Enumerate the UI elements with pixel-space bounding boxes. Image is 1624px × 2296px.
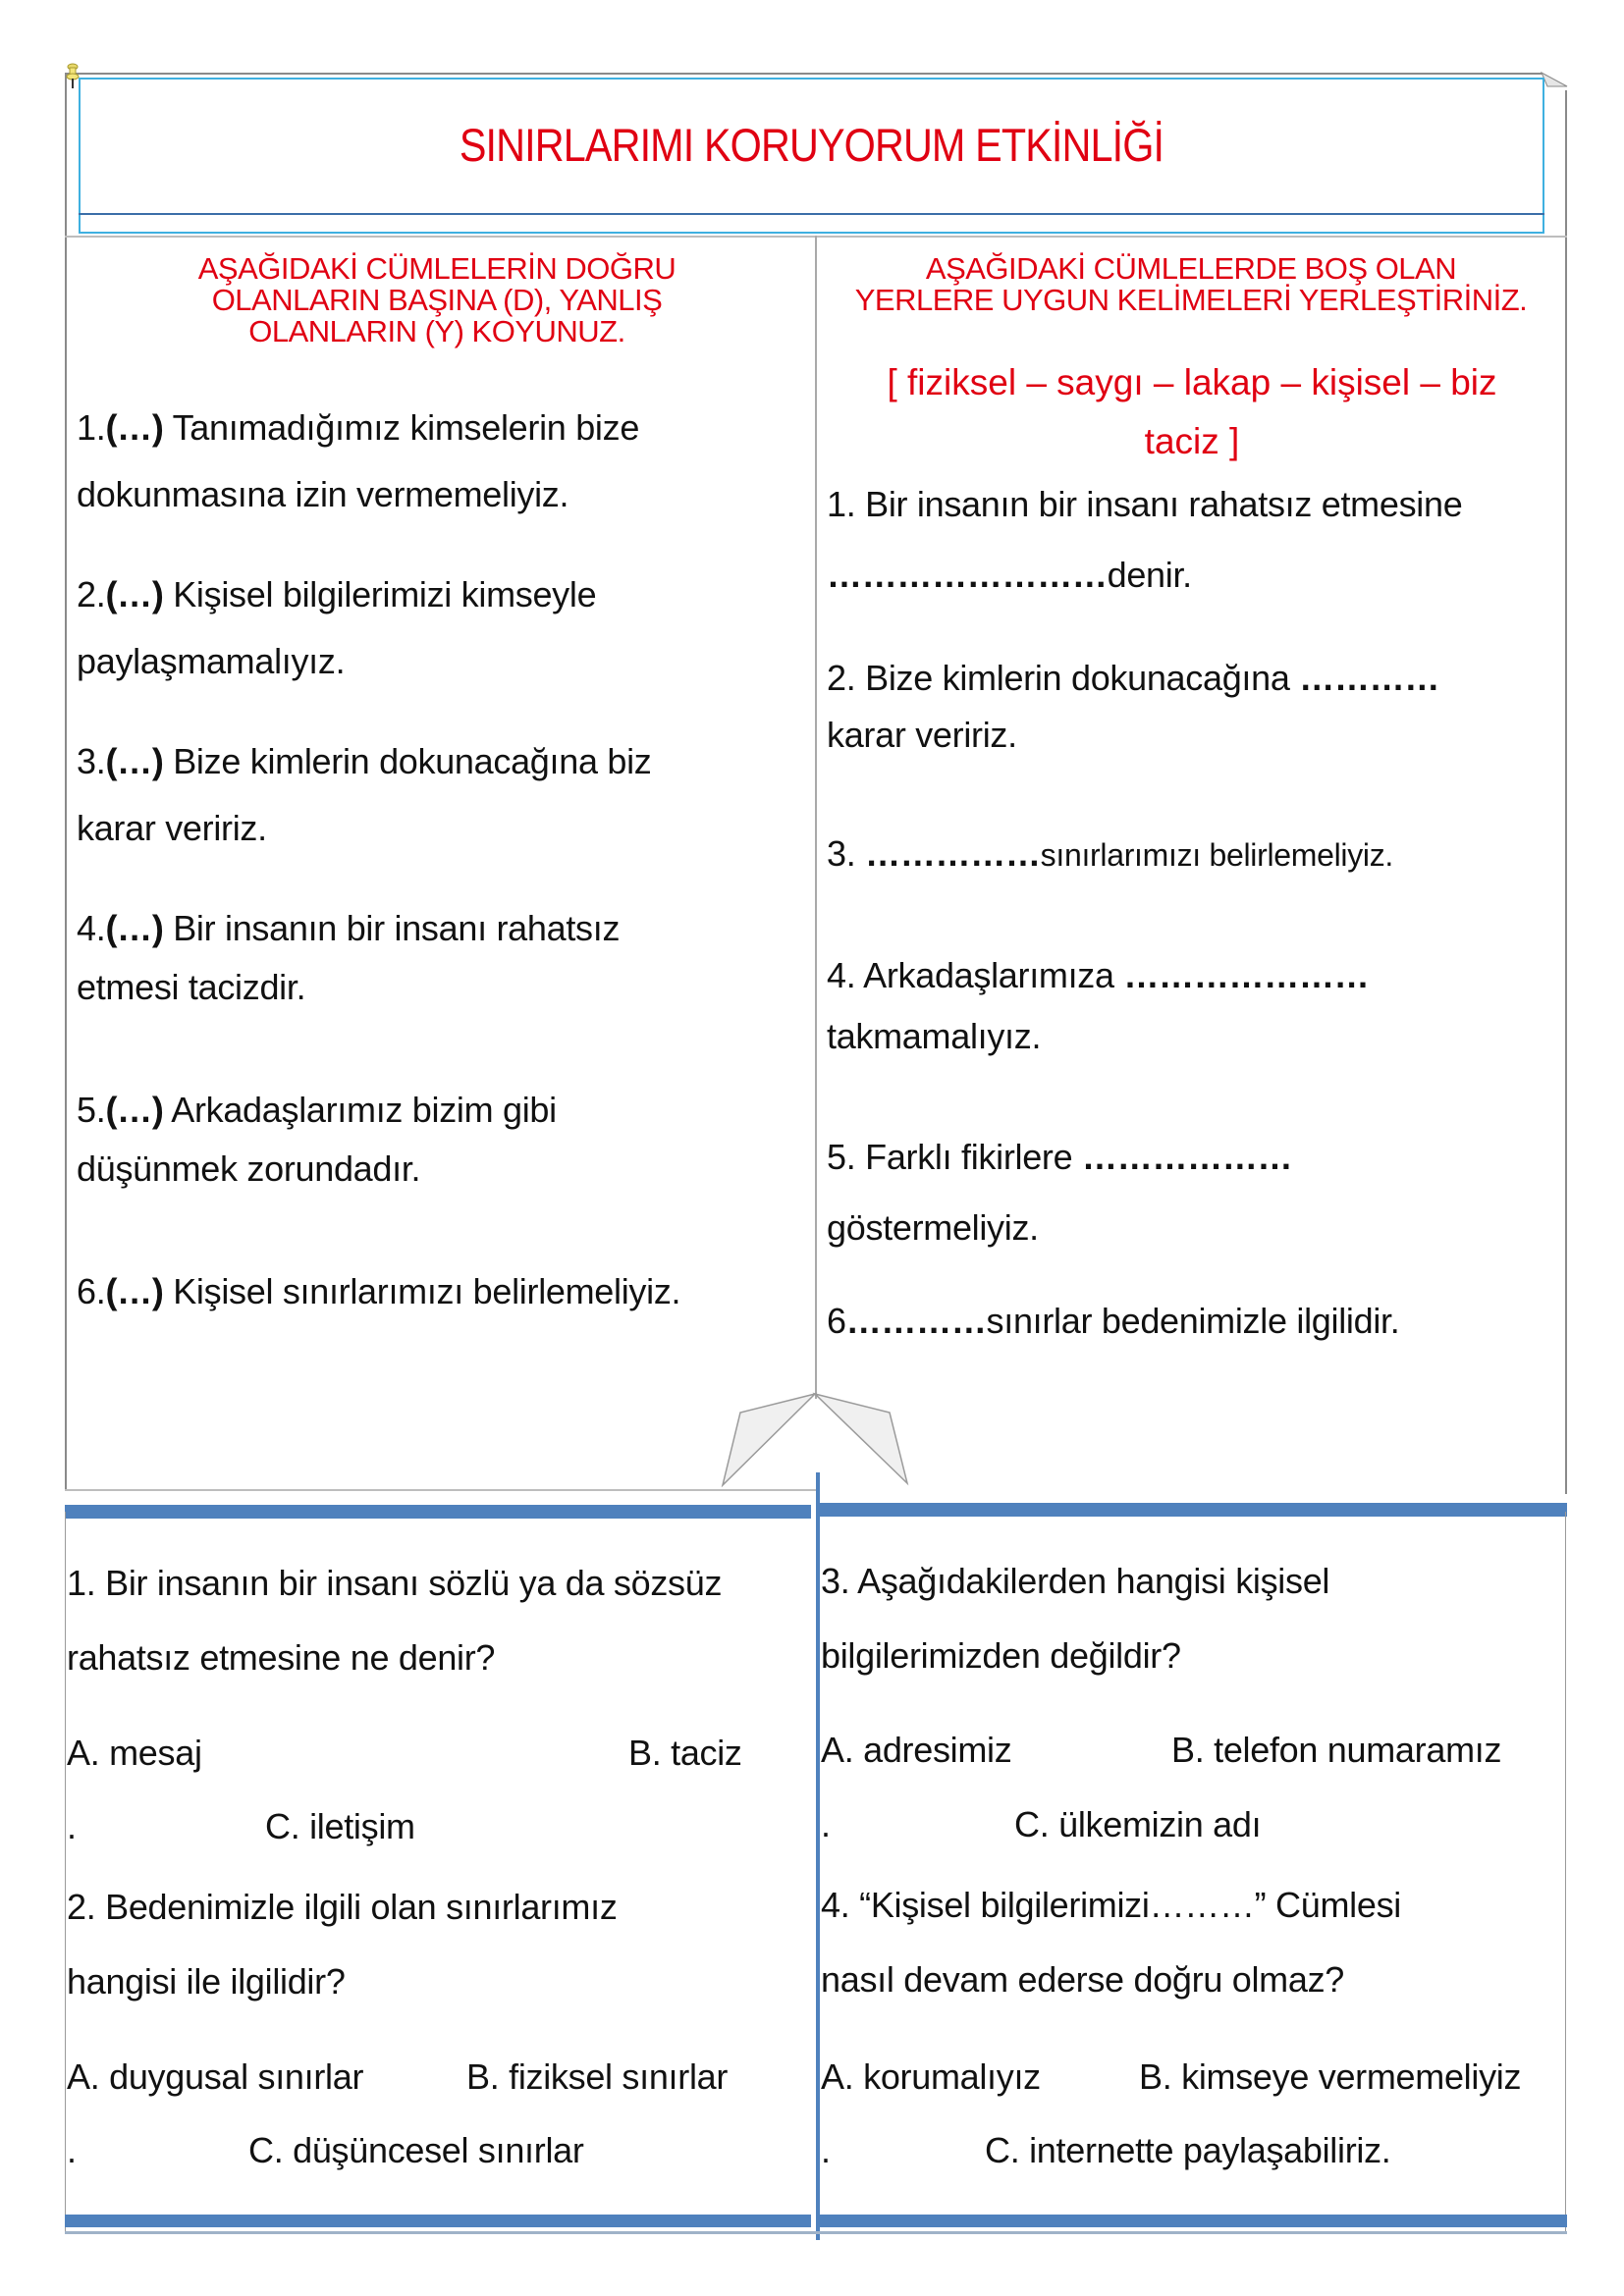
word-bank-line: taciz ] [1144, 421, 1240, 461]
option-a[interactable]: A. korumalıyız [821, 2056, 1041, 2097]
item-text: sınırlar bedenimizle ilgilidir. [986, 1301, 1400, 1341]
blue-vertical-divider [816, 1472, 820, 2240]
mc-question-4 [821, 1868, 1567, 2017]
title-rule [79, 213, 1544, 215]
tf-item-6 [77, 1256, 813, 1327]
item-text: 3. [827, 833, 866, 874]
fb-item-6 [827, 1286, 1565, 1357]
item-text: düşünmek zorundadır. [77, 1148, 421, 1189]
tf-item-1 [77, 393, 813, 530]
answer-blank[interactable]: …………………… [827, 555, 1108, 595]
instruction-line: AŞAĞIDAKİ CÜMLELERDE BOŞ OLAN [925, 251, 1457, 286]
option-b[interactable]: B. kimseye vermemeliyiz [1139, 2056, 1522, 2097]
answer-blank[interactable]: (…) [105, 1090, 164, 1130]
item-text: Kişisel bilgilerimizi kimseyle [163, 574, 597, 614]
option-b[interactable]: B. fiziksel sınırlar [466, 2056, 729, 2097]
true-false-instructions [69, 253, 805, 347]
item-number: 5. [77, 1090, 106, 1130]
tf-item-4 [77, 893, 813, 1023]
answer-blank[interactable]: ………… [845, 1301, 987, 1341]
item-text: Kişisel sınırlarımızı belirlemeliyiz. [163, 1271, 681, 1311]
tf-item-2 [77, 560, 813, 697]
option-b[interactable]: B. taciz [628, 1733, 742, 1773]
tf-item-3 [77, 726, 813, 864]
item-text: karar veririz. [827, 715, 1017, 755]
bottom-shadow [65, 2231, 1567, 2234]
option-a[interactable]: A. duygusal sınırlar [67, 2056, 364, 2097]
question-text: rahatsız etmesine ne denir? [67, 1637, 496, 1678]
bottom-frame-left [65, 1512, 66, 2233]
fb-item-4 [827, 940, 1565, 1072]
item-number: 2. [77, 574, 106, 614]
answer-blank[interactable]: (…) [105, 1271, 164, 1311]
outer-frame-right [1565, 90, 1567, 1494]
option-c[interactable]: C. internette paylaşabiliriz. [985, 2130, 1391, 2170]
item-number: 4. [77, 908, 106, 948]
mc-question-2 [67, 1870, 813, 2019]
answer-blank[interactable]: …………… [865, 833, 1041, 874]
instruction-line: OLANLARIN BAŞINA (D), YANLIŞ [211, 283, 663, 317]
mc-question-3 [821, 1544, 1567, 1693]
fill-blanks-instructions [823, 253, 1559, 316]
item-text: Bir insanın bir insanı rahatsız [163, 908, 621, 948]
option-c-bullet: . [821, 2130, 831, 2170]
fb-item-1 [827, 469, 1565, 611]
question-text: hangisi ile ilgilidir? [67, 1961, 346, 2002]
blue-bar-bottom-right [820, 2215, 1567, 2227]
item-text: karar veririz. [77, 808, 267, 848]
option-c-bullet: . [67, 2130, 77, 2170]
item-text: 1. Bir insanın bir insanı rahatsız etmesine [827, 484, 1463, 524]
item-text: 5. Farklı fikirlere [827, 1137, 1083, 1177]
blue-bar-top-right [820, 1503, 1567, 1517]
item-text: dokunmasına izin vermemeliyiz. [77, 474, 569, 514]
question-text: 2. Bedenimizle ilgili olan sınırlarımız [67, 1887, 618, 1927]
option-c-bullet: . [821, 1804, 831, 1844]
item-number: 3. [77, 741, 106, 781]
option-c[interactable]: C. iletişim [265, 1806, 415, 1846]
blue-bar-top-left [65, 1505, 811, 1519]
question-text: 4. “Kişisel bilgilerimizi………” Cümlesi [821, 1885, 1401, 1925]
item-number: 1. [77, 407, 106, 448]
word-bank [823, 353, 1561, 471]
answer-blank[interactable]: ………………… [1123, 955, 1370, 995]
fb-item-3 [827, 819, 1565, 890]
fb-item-5 [827, 1122, 1565, 1263]
instruction-line: YERLERE UYGUN KELİMELERİ YERLEŞTİRİNİZ. [854, 283, 1528, 317]
column-divider [815, 236, 817, 1399]
option-c-bullet: . [67, 1806, 77, 1846]
option-a[interactable]: A. mesaj [67, 1733, 202, 1773]
option-a[interactable]: A. adresimiz [821, 1730, 1012, 1770]
outer-frame-top [65, 73, 1543, 75]
answer-blank[interactable]: (…) [105, 574, 164, 614]
item-text: 6 [827, 1301, 846, 1341]
mc-question-1 [67, 1546, 813, 1695]
answer-blank[interactable]: (…) [105, 908, 164, 948]
option-c[interactable]: C. ülkemizin adı [1014, 1804, 1262, 1844]
option-c[interactable]: C. düşüncesel sınırlar [248, 2130, 584, 2170]
question-text: 3. Aşağıdakilerden hangisi kişisel [821, 1561, 1330, 1601]
item-text: Tanımadığımız kimselerin bize [163, 407, 640, 448]
item-number: 6. [77, 1271, 106, 1311]
item-text: sınırlarımızı belirlemeliyiz. [1040, 837, 1394, 873]
page-title: SINIRLARIMI KORUYORUM ETKİNLİĞİ [459, 119, 1164, 171]
item-text: Bize kimlerin dokunacağına biz [163, 741, 652, 781]
item-text: paylaşmamalıyız. [77, 641, 346, 681]
word-bank-line: [ fiziksel – saygı – lakap – kişisel – biz [887, 362, 1497, 402]
answer-blank[interactable]: ………… [1299, 658, 1440, 698]
item-text: takmamalıyız. [827, 1016, 1042, 1056]
blue-bar-bottom-left [65, 2215, 811, 2227]
question-text: bilgilerimizden değildir? [821, 1635, 1181, 1676]
upper-frame-bottom-left [65, 1489, 816, 1491]
question-text: 1. Bir insanın bir insanı sözlü ya da sözsüz [67, 1563, 723, 1603]
item-text: 2. Bize kimlerin dokunacağına [827, 658, 1300, 698]
answer-blank[interactable]: ……………… [1082, 1137, 1293, 1177]
instruction-line: AŞAĞIDAKİ CÜMLELERİN DOĞRU [197, 251, 677, 286]
answer-blank[interactable]: (…) [105, 741, 164, 781]
item-text: Arkadaşlarımız bizim gibi [163, 1090, 557, 1130]
item-text: etmesi tacizdir. [77, 967, 306, 1007]
answer-blank[interactable]: (…) [105, 407, 164, 448]
chevron-decoration-icon [717, 1389, 913, 1487]
item-text: denir. [1107, 555, 1192, 595]
instruction-line: OLANLARIN (Y) KOYUNUZ. [248, 314, 625, 348]
fb-item-2 [827, 643, 1565, 771]
question-text: nasıl devam ederse doğru olmaz? [821, 1959, 1345, 2000]
tf-item-5 [77, 1075, 813, 1204]
outer-frame-left [65, 73, 67, 1491]
item-text: 4. Arkadaşlarımıza [827, 955, 1124, 995]
item-text: göstermeliyiz. [827, 1207, 1039, 1248]
option-b[interactable]: B. telefon numaramız [1171, 1730, 1502, 1770]
